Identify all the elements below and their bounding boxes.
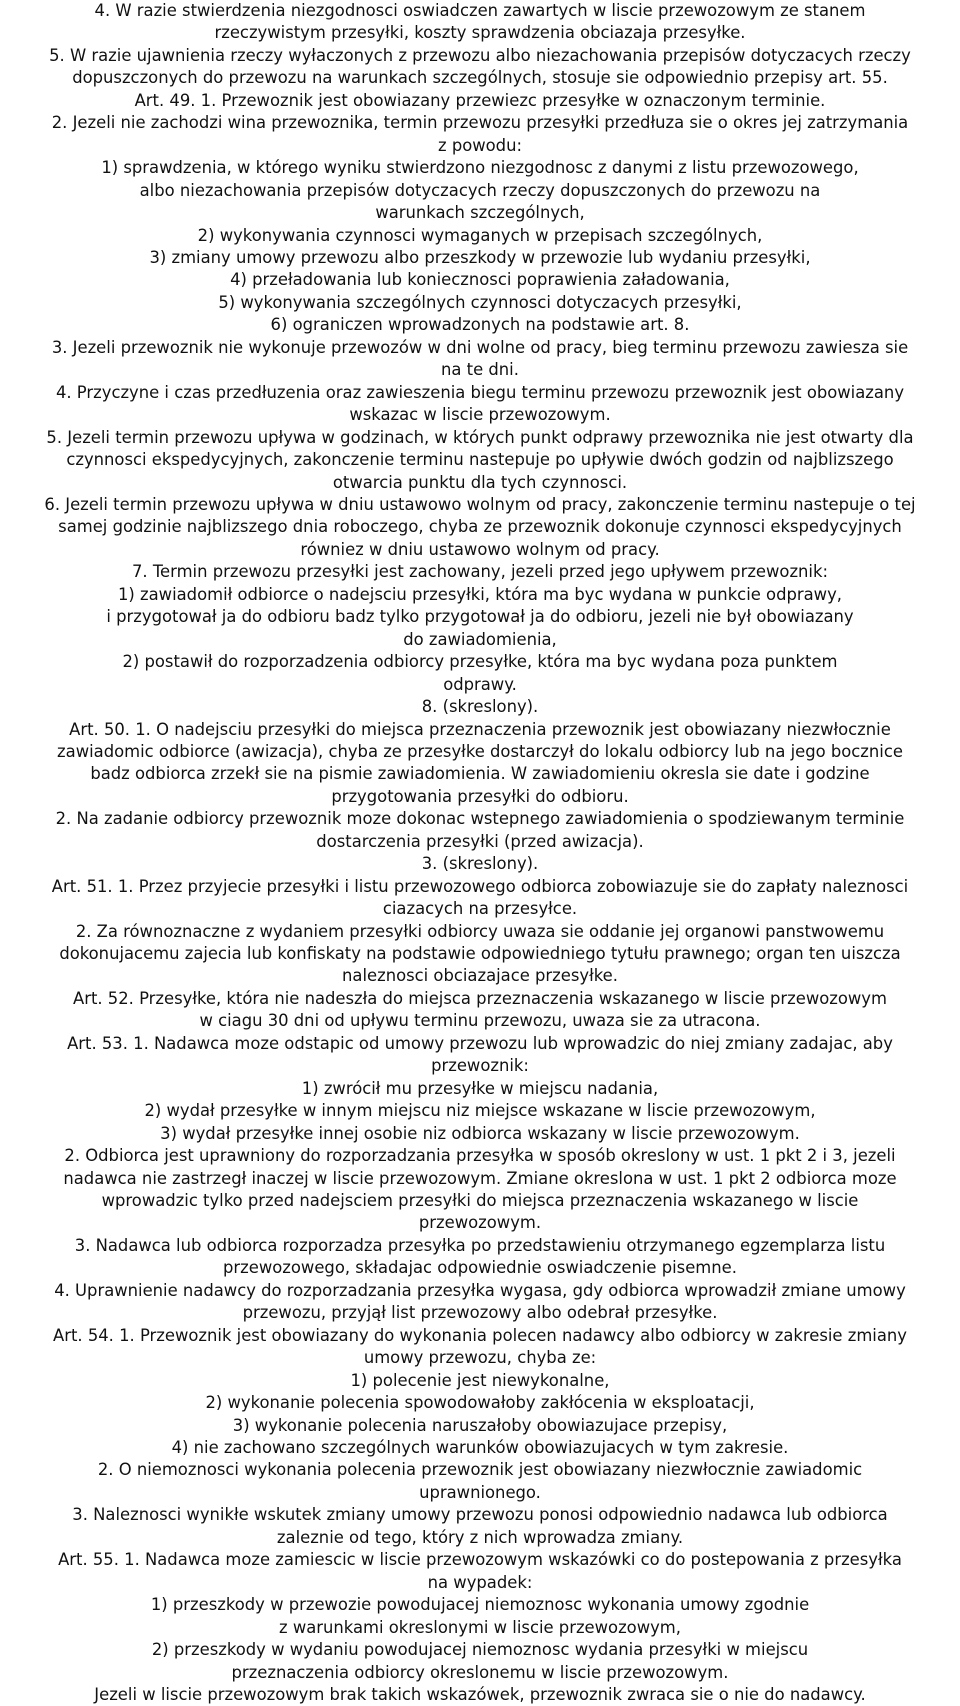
text-line: dopuszczonych do przewozu na warunkach szczególnych, stosuje sie odpowiednio przepisy art. 55. xyxy=(72,68,888,88)
text-line: naleznosci obciazajace przesyłke. xyxy=(342,966,618,986)
text-line: 2) wydał przesyłke w innym miejscu niz miejsce wskazane w liscie przewozowym, xyxy=(144,1101,816,1121)
text-line: nadawca nie zastrzegł inaczej w liscie przewozowym. Zmiane okreslona w ust. 1 pkt 2 odbiorca moze xyxy=(63,1168,897,1188)
text-line: rzeczywistym przesyłki, koszty sprawdzenia obciazaja przesyłke. xyxy=(214,23,746,43)
text-line: przeznaczenia odbiorcy okreslonemu w liscie przewozowym. xyxy=(231,1662,729,1682)
text-line: przewozowym. xyxy=(418,1213,542,1233)
text-line: 5. Jezeli termin przewozu upływa w godzinach, w których punkt odprawy przewoznika nie jest otwarty dla xyxy=(46,427,914,447)
text-line: 4) nie zachowano szczególnych warunków obowiazujacych w tym zakresie. xyxy=(171,1438,789,1457)
text-line: z powodu: xyxy=(438,135,522,155)
text-line: na te dni. xyxy=(441,360,519,380)
text-line: na wypadek: xyxy=(427,1572,533,1592)
text-line: 2. Za równoznaczne z wydaniem przesyłki odbiorcy uwaza sie oddanie jej organowi panstwowemu xyxy=(75,921,885,941)
text-line: 1) sprawdzenia, w którego wyniku stwierdzono niezgodnosc z danymi z listu przewozowego, xyxy=(101,158,859,178)
text-line: ciazacych na przesyłce. xyxy=(382,899,578,919)
text-line: 3. Nadawca lub odbiorca rozporzadza przesyłka po przedstawieniu otrzymanego egzemplarza listu xyxy=(74,1235,886,1255)
text-line: 2. Jezeli nie zachodzi wina przewoznika, termin przewozu przesyłki przedłuza sie o okres jej zatrzymania xyxy=(51,113,909,133)
text-line: 4. Uprawnienie nadawcy do rozporzadzania przesyłka wygasa, gdy odbiorca wprowadził zmiane umowy xyxy=(54,1280,906,1300)
text-line: zawiadomic odbiorce (awizacja), chyba ze przesyłke dostarczył do lokalu odbiorcy lub na jego bocznice xyxy=(57,741,903,761)
text-line: przygotowania przesyłki do odbioru. xyxy=(331,786,629,806)
text-line: Art. 49. 1. Przewoznik jest obowiazany przewiezc przesyłke w oznaczonym terminie. xyxy=(134,90,826,110)
text-line: 5) wykonywania szczególnych czynnosci dotyczacych przesyłki, xyxy=(218,292,742,312)
text-line: badz odbiorca zrzekł sie na pismie zawiadomienia. W zawiadomieniu okresla sie date i godzine xyxy=(90,764,870,784)
text-line: uprawnionego. xyxy=(419,1482,541,1502)
text-line: 1) przeszkody w przewozie powodujacej niemoznosc wykonania umowy zgodnie xyxy=(150,1595,810,1615)
text-line: do zawiadomienia, xyxy=(403,629,557,649)
text-line: przewozu, przyjął list przewozowy albo odebrał przesyłke. xyxy=(242,1303,718,1323)
text-line: albo niezachowania przepisów dotyczacych rzeczy dopuszczonych do przewozu na xyxy=(139,180,821,200)
text-line: 3) wykonanie polecenia naruszałoby obowiazujace przepisy, xyxy=(232,1415,728,1435)
text-line: samej godzinie najblizszego dnia roboczego, chyba ze przewoznik dokonuje czynnosci ekspedycyjnych xyxy=(58,517,902,537)
text-line: 2) postawił do rozporzadzenia odbiorcy przesyłke, która ma byc wydana poza punktem xyxy=(122,652,838,672)
text-line: 3) wydał przesyłke innej osobie niz odbiorca wskazany w liscie przewozowym. xyxy=(160,1123,800,1143)
text-line: wskazac w liscie przewozowym. xyxy=(349,405,611,425)
text-line: dostarczenia przesyłki (przed awizacja). xyxy=(316,831,644,851)
text-line: 4. Przyczyne i czas przedłuzenia oraz zawieszenia biegu terminu przewozu przewoznik jest obowiazany xyxy=(55,382,905,402)
text-line: dokonujacemu zajecia lub konfiskaty na podstawie odpowiedniego tytułu prawnego; organ ten uiszcza xyxy=(59,944,901,964)
text-line: 4) przeładowania lub koniecznosci poprawienia załadowania, xyxy=(230,270,730,290)
text-line: zaleznie od tego, który z nich wprowadza zmiany. xyxy=(276,1527,684,1547)
text-line: 1) zawiadomił odbiorce o nadejsciu przesyłki, która ma byc wydana w punkcie odprawy, xyxy=(118,584,842,604)
text-line: 6) ograniczen wprowadzonych na podstawie art. 8. xyxy=(270,315,690,335)
text-line: 5. W razie ujawnienia rzeczy wyłaczonych z przewozu albo niezachowania przepisów dotyczacych rzeczy xyxy=(49,45,911,65)
text-line: 6. Jezeli termin przewozu upływa w dniu ustawowo wolnym od pracy, zakonczenie terminu nastepuje o tej xyxy=(44,494,916,514)
text-line: Art. 55. 1. Nadawca moze zamiescic w liscie przewozowym wskazówki co do postepowania z przesyłka xyxy=(58,1550,902,1570)
text-line: 2. O niemoznosci wykonania polecenia przewoznik jest obowiazany niezwłocznie zawiadomic xyxy=(97,1460,863,1480)
text-line: 2) wykonanie polecenia spowodowałoby zakłócenia w eksploatacji, xyxy=(205,1393,755,1413)
text-line: Art. 54. 1. Przewoznik jest obowiazany do wykonania polecen nadawcy albo odbiorcy w zakresie zmiany xyxy=(53,1325,907,1345)
text-line: z warunkami okreslonymi w liscie przewozowym, xyxy=(279,1617,681,1637)
text-line: 3. Naleznosci wynikłe wskutek zmiany umowy przewozu ponosi odpowiednio nadawca lub odbiorca xyxy=(72,1505,888,1525)
text-line: i przygotował ja do odbioru badz tylko przygotował ja do odbioru, jezeli nie był obowiazany xyxy=(106,607,854,627)
text-line: przewozowego, składajac odpowiednie oswiadczenie pisemne. xyxy=(223,1258,737,1278)
text-line: 4. W razie stwierdzenia niezgodnosci oswiadczen zawartych w liscie przewozowym ze stanem xyxy=(94,1,866,20)
text-line: 2. Na zadanie odbiorcy przewoznik moze dokonac wstepnego zawiadomienia o spodziewanym terminie xyxy=(55,809,905,829)
text-line: 2. Odbiorca jest uprawniony do rozporzadzania przesyłka w sposób okreslony w ust. 1 pkt 2 i 3, jezeli xyxy=(64,1146,896,1166)
text-line: 3. Jezeli przewoznik nie wykonuje przewozów w dni wolne od pracy, bieg terminu przewozu zawiesza sie xyxy=(51,337,909,357)
text-line: 2) wykonywania czynnosci wymaganych w przepisach szczególnych, xyxy=(197,225,763,245)
text-line: odprawy. xyxy=(443,674,517,694)
text-line: 1) zwrócił mu przesyłke w miejscu nadania, xyxy=(301,1078,659,1098)
text-line: 2) przeszkody w wydaniu powodujacej niemoznosc wydania przesyłki w miejscu xyxy=(151,1640,809,1660)
text-line: wprowadzic tylko przed nadejsciem przesyłki do miejsca przeznaczenia wskazanego w liscie xyxy=(101,1191,859,1211)
text-line: 8. (skreslony). xyxy=(421,697,539,717)
text-line: 7. Termin przewozu przesyłki jest zachowany, jezeli przed jego upływem przewoznik: xyxy=(131,562,829,582)
text-line: 1) polecenie jest niewykonalne, xyxy=(350,1370,610,1390)
text-line: 3) zmiany umowy przewozu albo przeszkody w przewozie lub wydaniu przesyłki, xyxy=(149,247,811,267)
text-line: przewoznik: xyxy=(431,1056,529,1076)
text-line: w ciagu 30 dni od upływu terminu przewozu, uwaza sie za utracona. xyxy=(199,1011,761,1031)
text-line: umowy przewozu, chyba ze: xyxy=(363,1348,597,1368)
text-line: Art. 51. 1. Przez przyjecie przesyłki i listu przewozowego odbiorca zobowiazuje sie do zapłaty naleznosci xyxy=(51,876,909,896)
document-body xyxy=(6,0,954,1706)
text-line: Art. 52. Przesyłke, która nie nadeszła do miejsca przeznaczenia wskazanego w liscie przewozowym xyxy=(73,988,887,1008)
text-line: Art. 50. 1. O nadejsciu przesyłki do miejsca przeznaczenia przewoznik jest obowiazany niezwłocznie xyxy=(69,719,891,739)
text-line: równiez w dniu ustawowo wolnym od pracy. xyxy=(300,539,660,559)
text-line: 3. (skreslony). xyxy=(421,854,539,874)
text-line: czynnosci ekspedycyjnych, zakonczenie terminu nastepuje po upływie dwóch godzin od najblizszego xyxy=(66,450,894,470)
text-line: Jezeli w liscie przewozowym brak takich wskazówek, przewoznik zwraca sie o nie do nadawcy. xyxy=(94,1684,866,1704)
text-line: otwarcia punktu dla tych czynnosci. xyxy=(332,472,628,492)
text-line: warunkach szczególnych, xyxy=(375,203,585,223)
text-line: Art. 53. 1. Nadawca moze odstapic od umowy przewozu lub wprowadzic do niej zmiany zadajac, aby xyxy=(67,1033,893,1053)
